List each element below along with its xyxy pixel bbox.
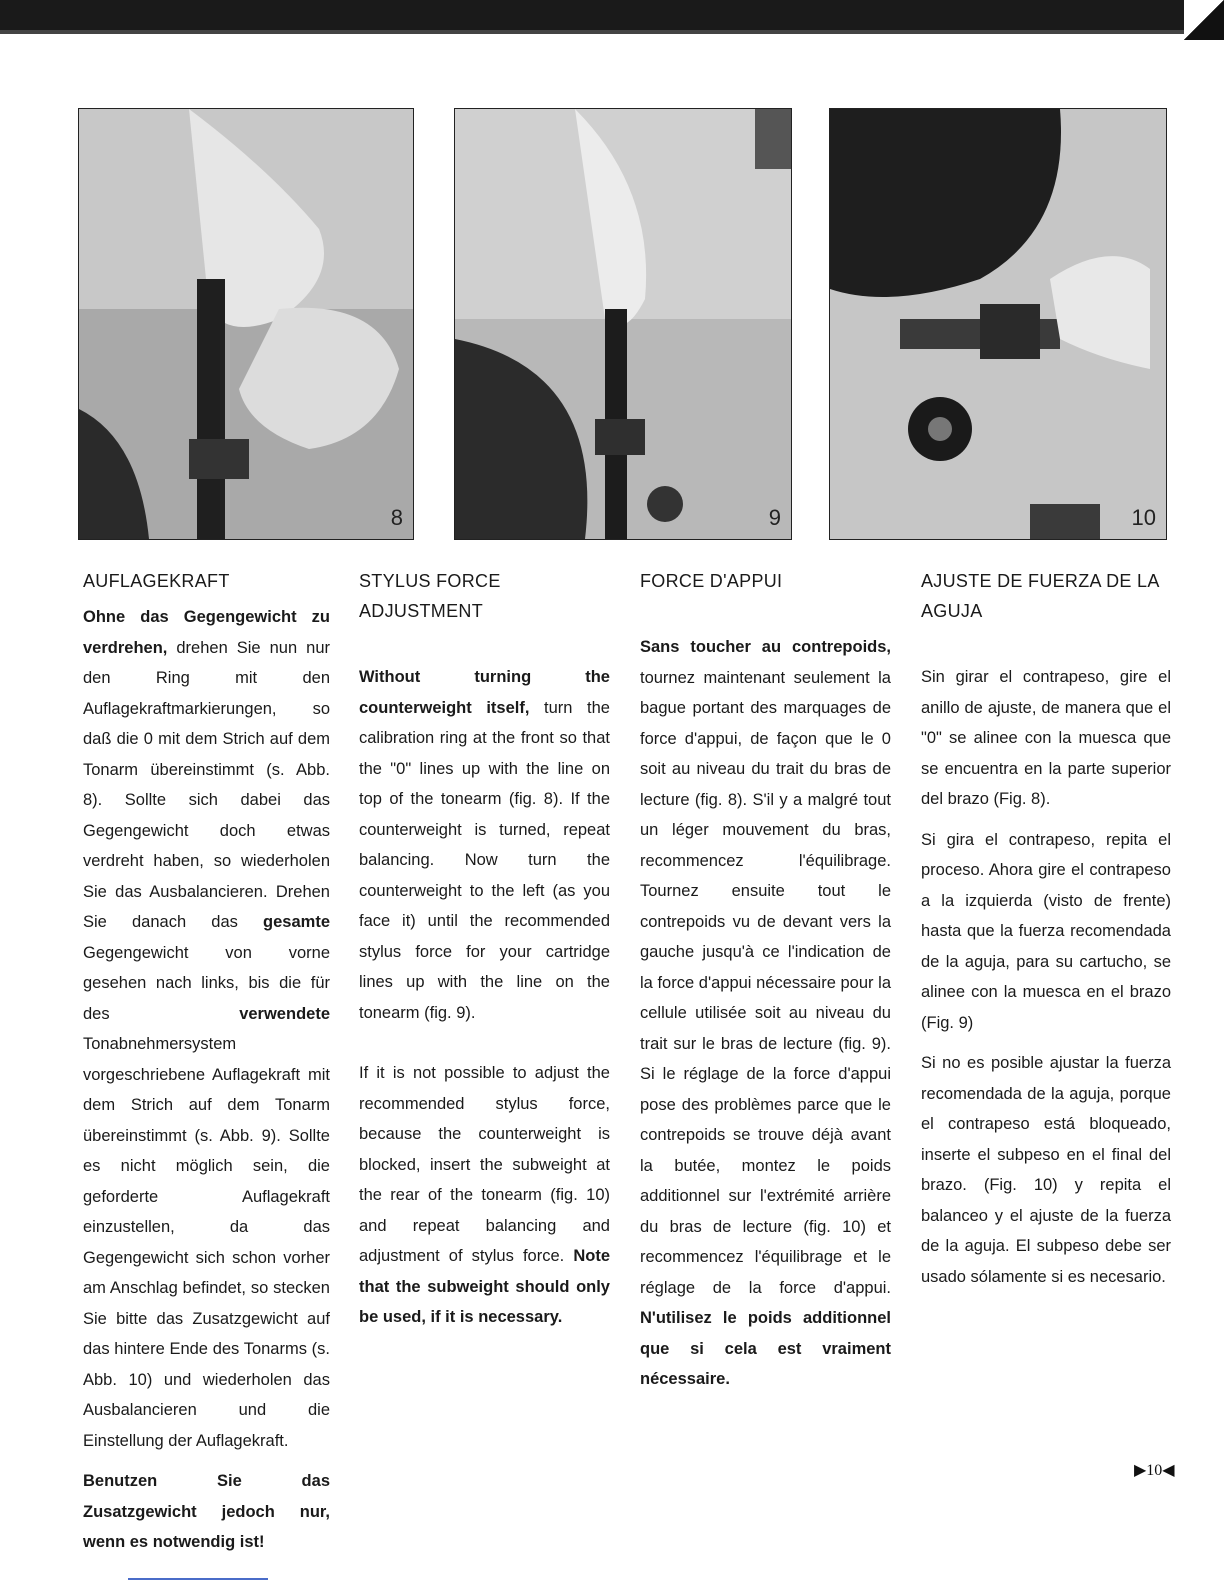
spanish-paragraph-2: Si gira el contrapeso, repita el proceso. Ahora gire el contrapeso a la izquierda (visto de frente) hasta que la fuerza recomendada de la aguja, para su cartucho, se alinee con la muesca en el brazo (Fig. 9) [921,830,1171,1032]
english-text: turn the calibration ring at the front so that the "0" lines up with the line on top of the tonearm (fig. 8). If the counterweight is turned, repeat balancing. Now turn the counterweight to the left (as you face it) until the recommended stylus force for your cartridge lines up with the line on the tonearm (fig. 9). [359,698,610,1022]
german-text: drehen Sie nun nur den Ring mit den Auflagekraftmarkierungen, so daß die 0 mit dem Strich auf dem Tonarm übereinstimmt (s. Abb. 8). Sollte sich dabei das Gegengewicht doch etwas verdreht haben, so wiederholen Sie das Ausbalancieren. Drehen Sie danach das [83,638,330,931]
figure-9-photo [454,108,792,540]
spanish-heading: AJUSTE DE FUERZA DE LA AGUJA [921,571,1159,621]
scan-artifact-line [128,1578,268,1580]
spanish-paragraph-1: Sin girar el contrapeso, gire el anillo de ajuste, de manera que el "0" se alinee con la muesca que se encuentra en la parte superior del brazo (Fig. 8). [921,668,1171,808]
figure-number: 8 [390,505,403,530]
spanish-paragraph-3: Si no es posible ajustar la fuerza recomendada de la aguja, porque el contrapeso está bloqueado, inserte el subpeso en el final del brazo. (Fig. 10) y repita el balanceo y el ajuste de la fuerza de la aguja. El subpeso debe ser usado sólamente si es necesario. [921,1054,1171,1286]
german-text: Gegengewicht von vorne gesehen nach links, bis die für des [83,943,330,1023]
spanish-column [921,566,1171,1292]
german-column [83,566,330,1558]
figure-number: 10 [1131,505,1156,530]
figure-8-photo [78,108,414,540]
english-paragraph-2 [359,1058,610,1333]
french-column [640,566,891,1395]
french-heading: FORCE D'APPUI [640,571,783,591]
french-paragraph-1 [640,632,891,1395]
german-text: Tonabnehmersystem vorgeschriebene Auflagekraft mit dem Strich auf dem Tonarm übereinstimmt (s. Abb. 9). Sollte es nicht möglich sein, die geforderte Auflagekraft einzustellen, da das Gegengewicht sich schon vorher am Anschlag befindet, so stecken Sie bitte das Zusatzgewicht auf das hintere Ende des Tonarms (s. Abb. 10) und wiederholen das Ausbalancieren und die Einstellung der Auflagekraft. [83,1035,330,1450]
figure-number: 9 [768,505,781,530]
german-paragraph-1 [83,602,330,1456]
english-paragraph-1 [359,662,610,1028]
english-heading: STYLUS FORCE ADJUSTMENT [359,571,501,621]
subweight-insert-photo-icon [830,109,1166,539]
french-emphasis: Sans toucher au contrepoids, [640,638,891,656]
german-note: Benutzen Sie das Zusatzgewicht jedoch nur, wenn es notwendig ist! [83,1472,330,1551]
page-number: ▶10◀ [1134,1462,1175,1479]
english-emphasis: Without turning the counterweight itself, [359,668,610,717]
english-column [359,566,610,1333]
english-note: Note that the subweight should only be used, if it is necessary. [359,1247,610,1326]
tonearm-calibration-photo-icon [79,109,413,539]
figure-10-photo [829,108,1167,540]
german-heading: AUFLAGEKRAFT [83,571,230,591]
english-text: If it is not possible to adjust the recommended stylus force, because the counterweight is blocked, insert the subweight at the rear of the tonearm (fig. 10) and repeat balancing and adjustment of stylus force. [359,1064,610,1265]
scan-edge-top [0,0,1224,44]
german-paragraph-2 [83,1466,330,1558]
scan-corner [1184,0,1224,40]
german-emphasis: verwendete [239,1004,330,1023]
french-text: tournez maintenant seulement la bague portant des marquages de force d'appui, de façon que le 0 soit au niveau du trait du bras de lecture (fig. 8). S'il y a malgré tout un léger mouvement du bras, recommencez l'équilibrage. Tournez ensuite tout le contrepoids vu de devant vers la gauche jusqu'à ce l'indication de la force d'appui nécessaire pour la cellule utilisée soit au niveau du trait sur le bras de lecture (fig. 9). Si le réglage de la force d'appui pose des problèmes parce que le contrepoids se trouve déjà avant la butée, montez le poids additionnel sur l'extrémité arrière du bras de lecture (fig. 10) et recommencez l'équilibrage et le réglage de la force d'appui. [640,668,891,1297]
french-note: N'utilisez le poids additionnel que si cela est vraiment nécessaire. [640,1309,891,1388]
tonearm-balance-photo-icon [455,109,791,539]
german-emphasis: gesamte [263,913,330,931]
german-emphasis: Ohne das Gegengewicht zu verdrehen, [83,608,330,657]
